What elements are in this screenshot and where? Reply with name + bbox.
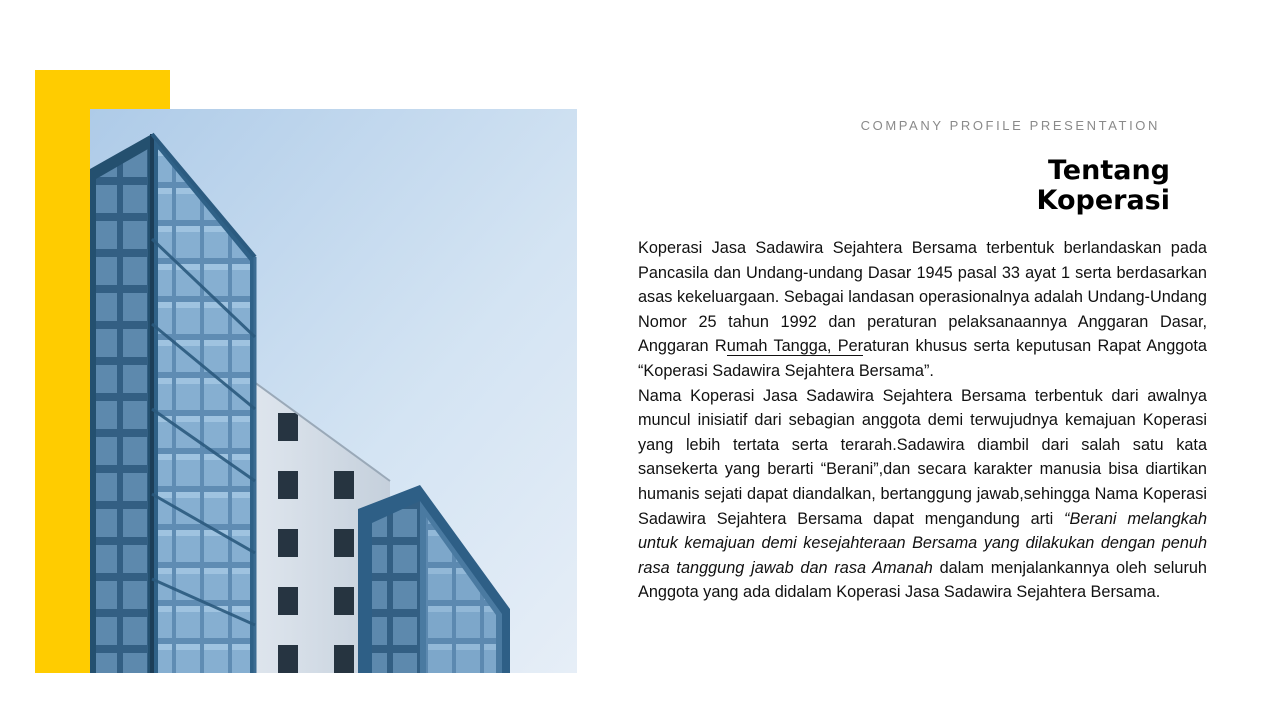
paragraph-1-text-end: aturan khusus serta keputusan Rapat Anggota “Koperasi Sadawira Sejahtera Bersama”. [638,337,1207,380]
presentation-kicker: COMPANY PROFILE PRESENTATION [860,118,1160,133]
paragraph-1 [638,236,1207,384]
paragraph-1-underlined: umah Tangga, Per [726,337,864,356]
paragraph-2 [638,384,1207,605]
paragraph-2-text-end: dalam menjalankannya oleh seluruh Anggota yang ada didalam Koperasi Jasa Sadawira Sejahtera Bersama. [638,558,1207,602]
paragraph-2-italic-quote: “Berani melangkah untuk kemajuan demi kesejahteraan Bersama yang dilakukan dengan penuh rasa tanggung jawab dan rasa Amanah [638,509,1207,577]
building-photo [90,109,577,673]
page-title-line-2: Koperasi [1036,185,1170,216]
body-text [638,236,1207,605]
page-title [900,156,1170,216]
paragraph-1-text: Koperasi Jasa Sadawira Sejahtera Bersama terbentuk berlandaskan pada Pancasila dan Undang-undang Dasar 1945 pasal 33 ayat 1 serta berdasarkan asas kekeluargaan. Sebagai landasan operasionalnya adalah Undang-Undang Nomor 25 tahun 1992 dan peraturan pelaksanaannya Anggaran Dasar, Anggaran R [638,239,1207,356]
paragraph-2-text: Nama Koperasi Jasa Sadawira Sejahtera Bersama terbentuk dari awalnya muncul inisiatif dari sebagian anggota demi terwujudnya kemajuan Koperasi yang lebih tertata serta terarah.Sadawira diambil dari salah satu kata sansekerta yang berarti “Berani”,dan secara karakter manusia bisa diartikan humanis sejati dapat diandalkan, bertanggung jawab,sehingga Nama Koperasi Sadawira Sejahtera Bersama dapat mengandung arti [638,386,1207,528]
page-title-line-1: Tentang [1047,155,1170,186]
